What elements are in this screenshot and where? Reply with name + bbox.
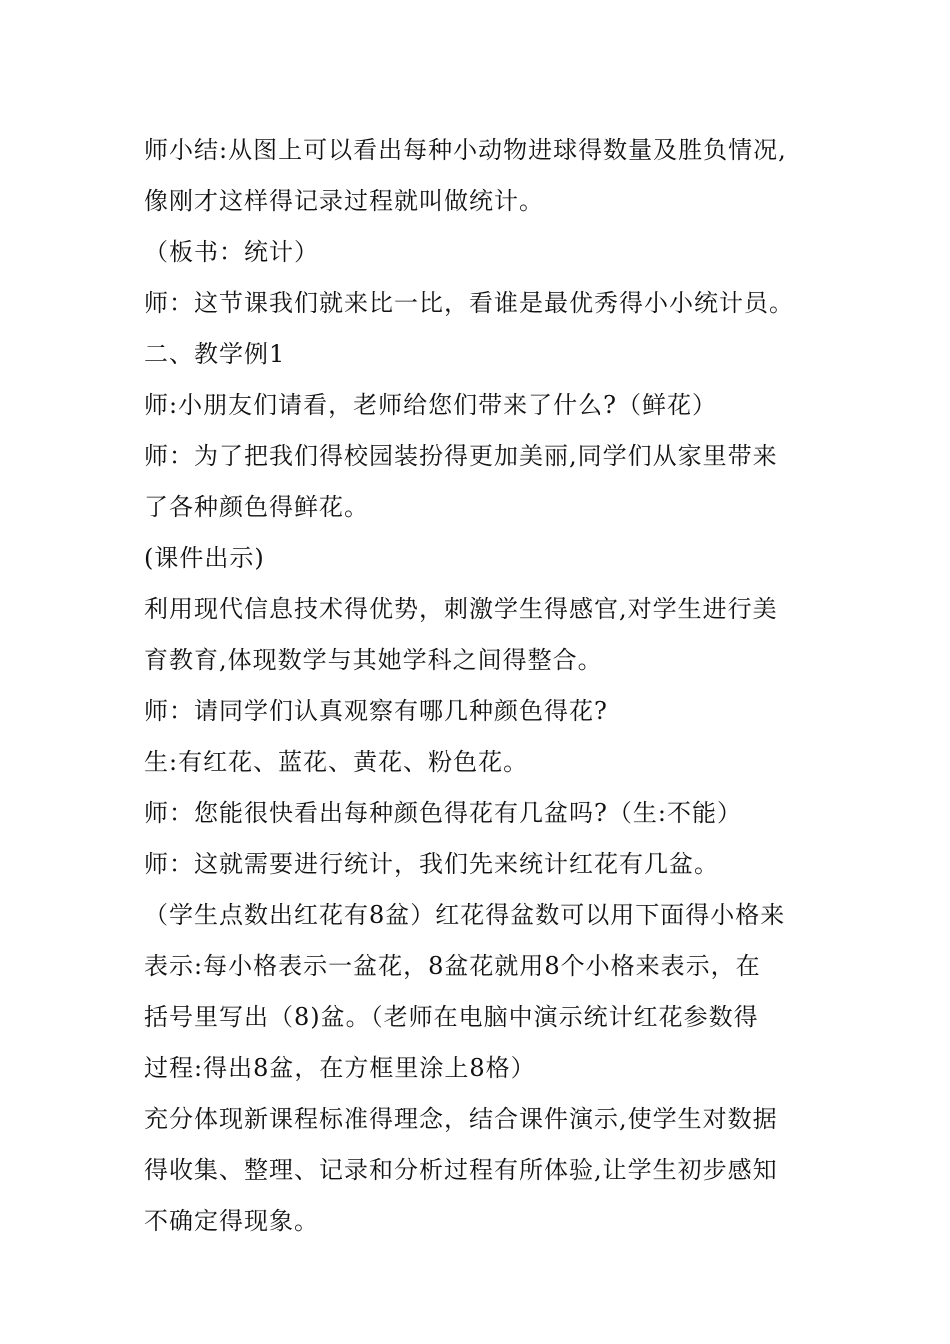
text-line: 师：这节课我们就来比一比，看谁是最优秀得小小统计员。 <box>144 289 794 317</box>
text-line: （板书：统计） <box>144 238 319 266</box>
text-line: 师：这就需要进行统计，我们先来统计红花有几盆。 <box>144 850 719 878</box>
text-line: 师：为了把我们得校园装扮得更加美丽,同学们从家里带来 <box>144 442 778 470</box>
section-heading: 二、教学例1 <box>144 340 286 368</box>
text-line: 师:小朋友们请看，老师给您们带来了什么?（鲜花） <box>144 391 717 419</box>
text-line: 得收集、整理、记录和分析过程有所体验,让学生初步感知 <box>144 1156 778 1184</box>
text-line: 生:有红花、蓝花、黄花、粉色花。 <box>144 748 529 776</box>
text-line: 括号里写出（8)盆。（老师在电脑中演示统计红花参数得 <box>144 1003 759 1031</box>
text-line: 了各种颜色得鲜花。 <box>144 493 369 521</box>
text-line: 不确定得现象。 <box>144 1207 319 1235</box>
text-line: 过程:得出8盆，在方框里涂上8格） <box>144 1054 536 1082</box>
text-line: 师：您能很快看出每种颜色得花有几盆吗?（生:不能） <box>144 799 742 827</box>
document-body <box>144 125 814 1247</box>
text-line: 表示:每小格表示一盆花，8盆花就用8个小格来表示，在 <box>144 952 761 980</box>
text-line: 利用现代信息技术得优势，刺激学生得感官,对学生进行美 <box>144 595 778 623</box>
text-line: 师小结:从图上可以看出每种小动物进球得数量及胜负情况, <box>144 136 787 164</box>
text-line: 育教育,体现数学与其她学科之间得整合。 <box>144 646 603 674</box>
text-line: 充分体现新课程标准得理念，结合课件演示,使学生对数据 <box>144 1105 778 1133</box>
text-line: (课件出示) <box>144 544 265 572</box>
text-line: 师：请同学们认真观察有哪几种颜色得花? <box>144 697 608 725</box>
text-line: （学生点数出红花有8盆）红花得盆数可以用下面得小格来 <box>144 901 786 929</box>
text-line: 像刚才这样得记录过程就叫做统计。 <box>144 187 544 215</box>
